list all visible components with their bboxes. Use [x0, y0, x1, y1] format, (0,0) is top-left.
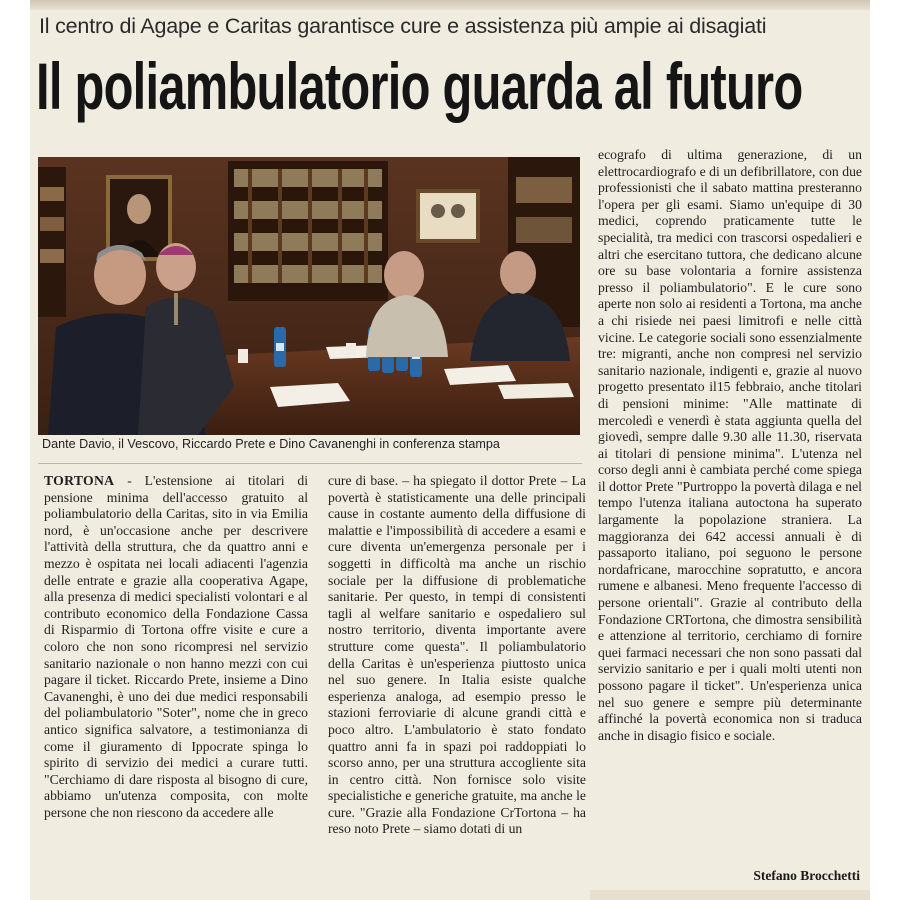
- article-column-1: [44, 473, 308, 821]
- kicker: Il centro di Agape e Caritas garantisce cure e assistenza più ampie ai disagiati: [39, 14, 767, 38]
- column-2-text: cure di base. – ha spiegato il dottor Prete – La povertà è statisticamente una delle principali cause in costante aumento della diffusione di malattie e l'impossibilità di accedere a esami e cure diventa un'emergenza personale per i soggetti in difficoltà ma anche un rischio sociale per la diffusione di problematiche sanitarie. Per questo, in tempi di consistenti tagli al welfare sanitario e ospedaliero sul nostro territorio, diventa importante avere strutture come questa". Il poliambulatorio della Caritas è un'esperienza piuttosto unica nel suo genere. In Italia esiste qualche esperienza analoga, ad esempio presso le stazioni ferroviarie di alcune grandi città e poco altro. L'ambulatorio è stato fondato quattro anni fa in spazi poi raddoppiati lo scorso anno, per una struttura accogliente sita in centro città. Non fornisce solo visite specialistiche e generiche gratuite, ma anche le cure. "Grazie alla Fondazione CrTortona – ha reso noto Prete – siamo dotati di un: [328, 473, 586, 837]
- newspaper-clipping: [30, 0, 870, 900]
- dateline: TORTONA: [44, 473, 115, 488]
- column-1-text: - L'estensione ai titolari di pensione minima dell'accesso gratuito al poliambulatorio della Caritas, sito in via Emilia nord, è un'occasione anche per descrivere l'attività della struttura, che da quattro anni e mezzo è ospitata nei locali adiacenti l'agenzia delle entrate e grazie alla cooperativa Agape, alla presenza di medici specialisti volontari e al contributo economico della Fondazione Cassa di Risparmio di Tortona offre visite e cure a coloro che non sono ricompresi nel servizio sanitario nazionale o non hanno mezzi con cui pagare il ticket. Riccardo Prete, insieme a Dino Cavanenghi, è uno dei due medici responsabili del poliambulatorio "Soter", nome che in greco antico significa salvatore, a testimonianza di come il giuramento di Ippocrate spinga lo spirito di servizio dei medici a curare tutti. "Cerchiamo di dare risposta al bisogno di cure, abbiamo un'utenza composita, con molte persone che non riescono da accedere alle: [44, 473, 308, 820]
- author-signature: Stefano Brocchetti: [753, 868, 860, 883]
- clipping-bottom-edge: [590, 890, 870, 900]
- photo-caption: Dante Davio, il Vescovo, Riccardo Prete e Dino Cavanenghi in conferenza stampa: [42, 437, 500, 451]
- photo-illustration: [38, 157, 580, 435]
- headline: Il poliambulatorio guarda al futuro: [36, 49, 803, 123]
- press-conference-photo: [38, 157, 580, 435]
- caption-rule: [38, 463, 582, 464]
- column-3-text: ecografo di ultima generazione, di un elettrocardiografo e di un defibrillatore, con due professionisti che il sabato mattina presteranno l'opera per gli esami. Siamo un'equipe di 30 medici, coprendo praticamente tutte le specialità, tra medici con trascorsi ospedalieri e altri che esercitano tuttora, che dedicano alcune ore su base volontaria a fornire assistenza presso il poliambulatorio". E le cure sono aperte non solo ai residenti a Tortona, ma anche a chi risiede nei paesi limitrofi e nelle città vicine. Le categorie sociali sono essenzialmente tre: migranti, anche non compresi nel servizio sanitario nazionale, indigenti e, grazie al nuovo progetto presentato il15 febbraio, anche titolari di pensioni minime: "Alle mattinate di mercoledì e venerdì è stata aggiunta quella del giovedì, sempre dalle 9.30 alle 11.30, riservata ai titolari di pensione minima". L'utenza nel corso degli anni è cambiata perché come spiega il dottor Prete "Purtroppo la povertà dilaga e nel tempo l'utenza italiana autoctona ha superato largamente la popolazione straniera. La maggioranza dei 642 accessi annuali è di passaporto italiano, poi seguono le persone nordafricane, marocchine sopratutto, e ancora rumene e albanesi. Meno frequente l'accesso di persone orientali". Grazie al contributo della Fondazione CRTortona, che dimostra sensibilità e attenzione al territorio, cerchiamo di fornire quei farmaci necessari che non sono passati dal servizio sanitario e per i quali molti utenti non possono pagare il ticket". Un'esperienza unica nel suo genere e sempre più determinante affinché la povertà economica non si traduca anche in disagio fisico e sociale.: [598, 147, 862, 743]
- article-column-3: [598, 147, 862, 744]
- clipping-top-edge: [30, 0, 870, 10]
- article-column-2: [328, 473, 586, 838]
